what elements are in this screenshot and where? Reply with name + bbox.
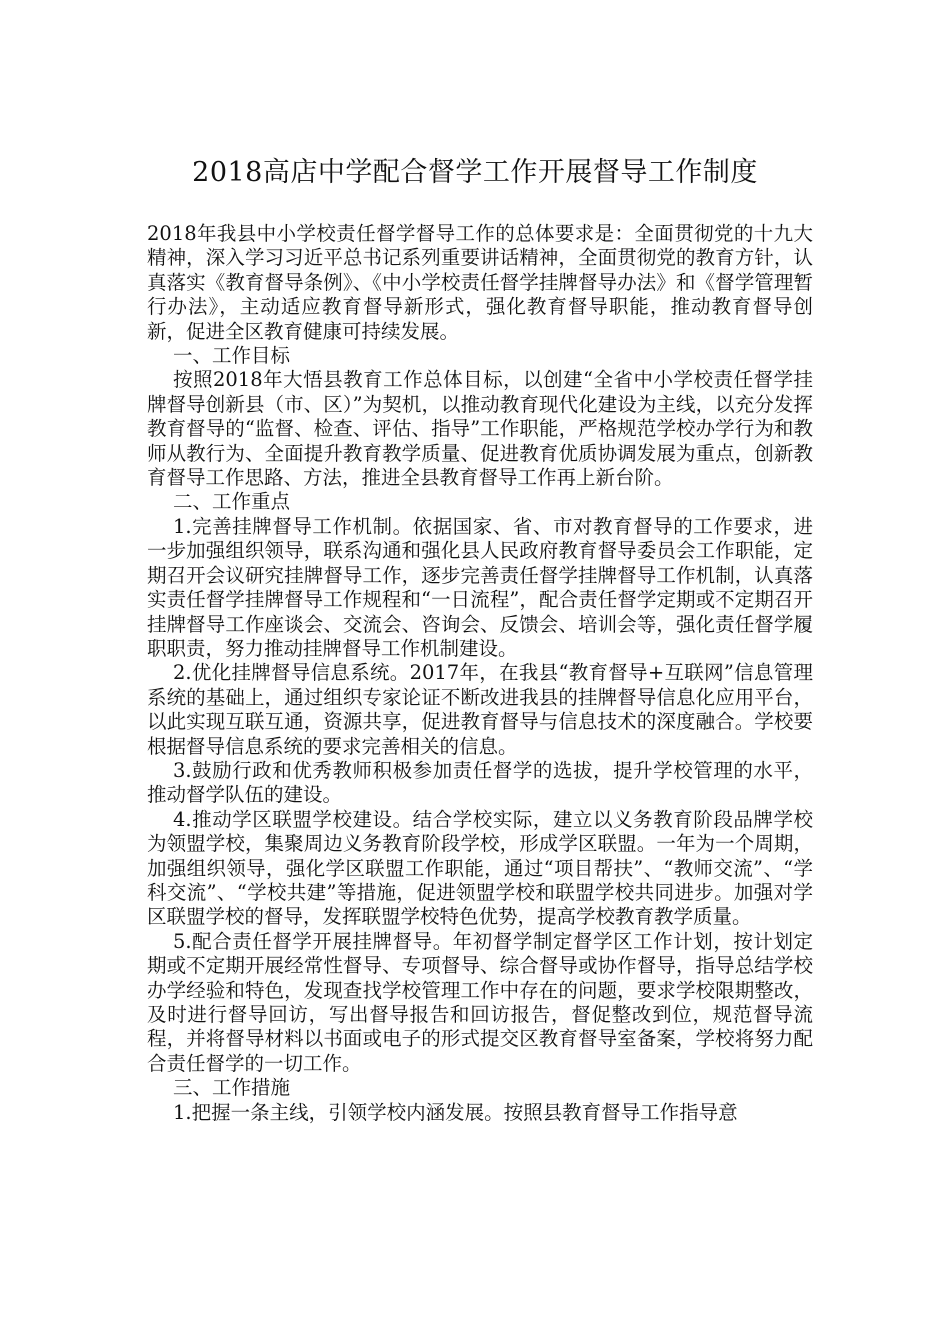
- focus-item-4: 4.推动学区联盟学校建设。结合学校实际，建立以义务教育阶段品牌学校为领盟学校，集聚周边义务教育阶段学校，形成学区联盟。一年为一个周期，加强组织领导，强化学区联盟工作职能，通过“项目帮扶”、“教师交流”、“学科交流”、“学校共建”等措施，促进领盟学校和联盟学校共同进步。加强对学区联盟学校的督导，发挥联盟学校特色优势，提高学校教育教学质量。: [147, 807, 813, 929]
- focus-item-1: 1.完善挂牌督导工作机制。依据国家、省、市对教育督导的工作要求，进一步加强组织领导，联系沟通和强化县人民政府教育督导委员会工作职能，定期召开会议研究挂牌督导工作，逐步完善责任督学挂牌督导工作机制，认真落实责任督学挂牌督导工作规程和“一日流程”，配合责任督学定期或不定期召开挂牌督导工作座谈会、交流会、咨询会、反馈会、培训会等，强化责任督学履职职责，努力推动挂牌督导工作机制建设。: [147, 514, 813, 660]
- focus-item-5: 5.配合责任督学开展挂牌督导。年初督学制定督学区工作计划，按计划定期或不定期开展经常性督导、专项督导、综合督导或协作督导，指导总结学校办学经验和特色，发现查找学校管理工作中存在的问题，要求学校限期整改，及时进行督导回访，写出督导报告和回访报告，督促整改到位，规范督导流程，并将督导材料以书面或电子的形式提交区教育督导室备案，学校将努力配合责任督学的一切工作。: [147, 929, 813, 1075]
- document-body: [147, 222, 813, 1125]
- focus-item-2: 2.优化挂牌督导信息系统。2017年，在我县“教育督导+互联网”信息管理系统的基础上，通过组织专家论证不断改进我县的挂牌督导信息化应用平台，以此实现互联互通，资源共享，促进教育督导与信息技术的深度融合。学校要根据督导信息系统的要求完善相关的信息。: [147, 661, 813, 758]
- section-heading-measures: 三、工作措施: [173, 1076, 291, 1100]
- section-heading-goals: 一、工作目标: [173, 344, 291, 368]
- goals-paragraph: 按照2018年大悟县教育工作总体目标，以创建“全省中小学校责任督学挂牌督导创新县（市、区）”为契机，以推动教育现代化建设为主线，以充分发挥教育督导的“监督、检查、评估、指导”工作职能，严格规范学校办学行为和教师从教行为、全面提升教育教学质量、促进教育优质协调发展为重点，创新教育督导工作思路、方法，推进全县教育督导工作再上新台阶。: [147, 368, 813, 490]
- intro-paragraph: 2018年我县中小学校责任督学督导工作的总体要求是：全面贯彻党的十九大精神，深入学习习近平总书记系列重要讲话精神，全面贯彻党的教育方针，认真落实《教育督导条例》、《中小学校责任督学挂牌督导办法》和《督学管理暂行办法》，主动适应教育督导新形式，强化教育督导职能，推动教育督导创新，促进全区教育健康可持续发展。: [147, 222, 813, 343]
- section-heading-focus: 二、工作重点: [173, 490, 291, 514]
- measures-item-1: 1.把握一条主线，引领学校内涵发展。按照县教育督导工作指导意: [173, 1100, 738, 1124]
- document-title: 2018高店中学配合督学工作开展督导工作制度: [192, 157, 758, 188]
- focus-item-3: 3.鼓励行政和优秀教师积极参加责任督学的选拔，提升学校管理的水平，推动督学队伍的建设。: [147, 758, 813, 807]
